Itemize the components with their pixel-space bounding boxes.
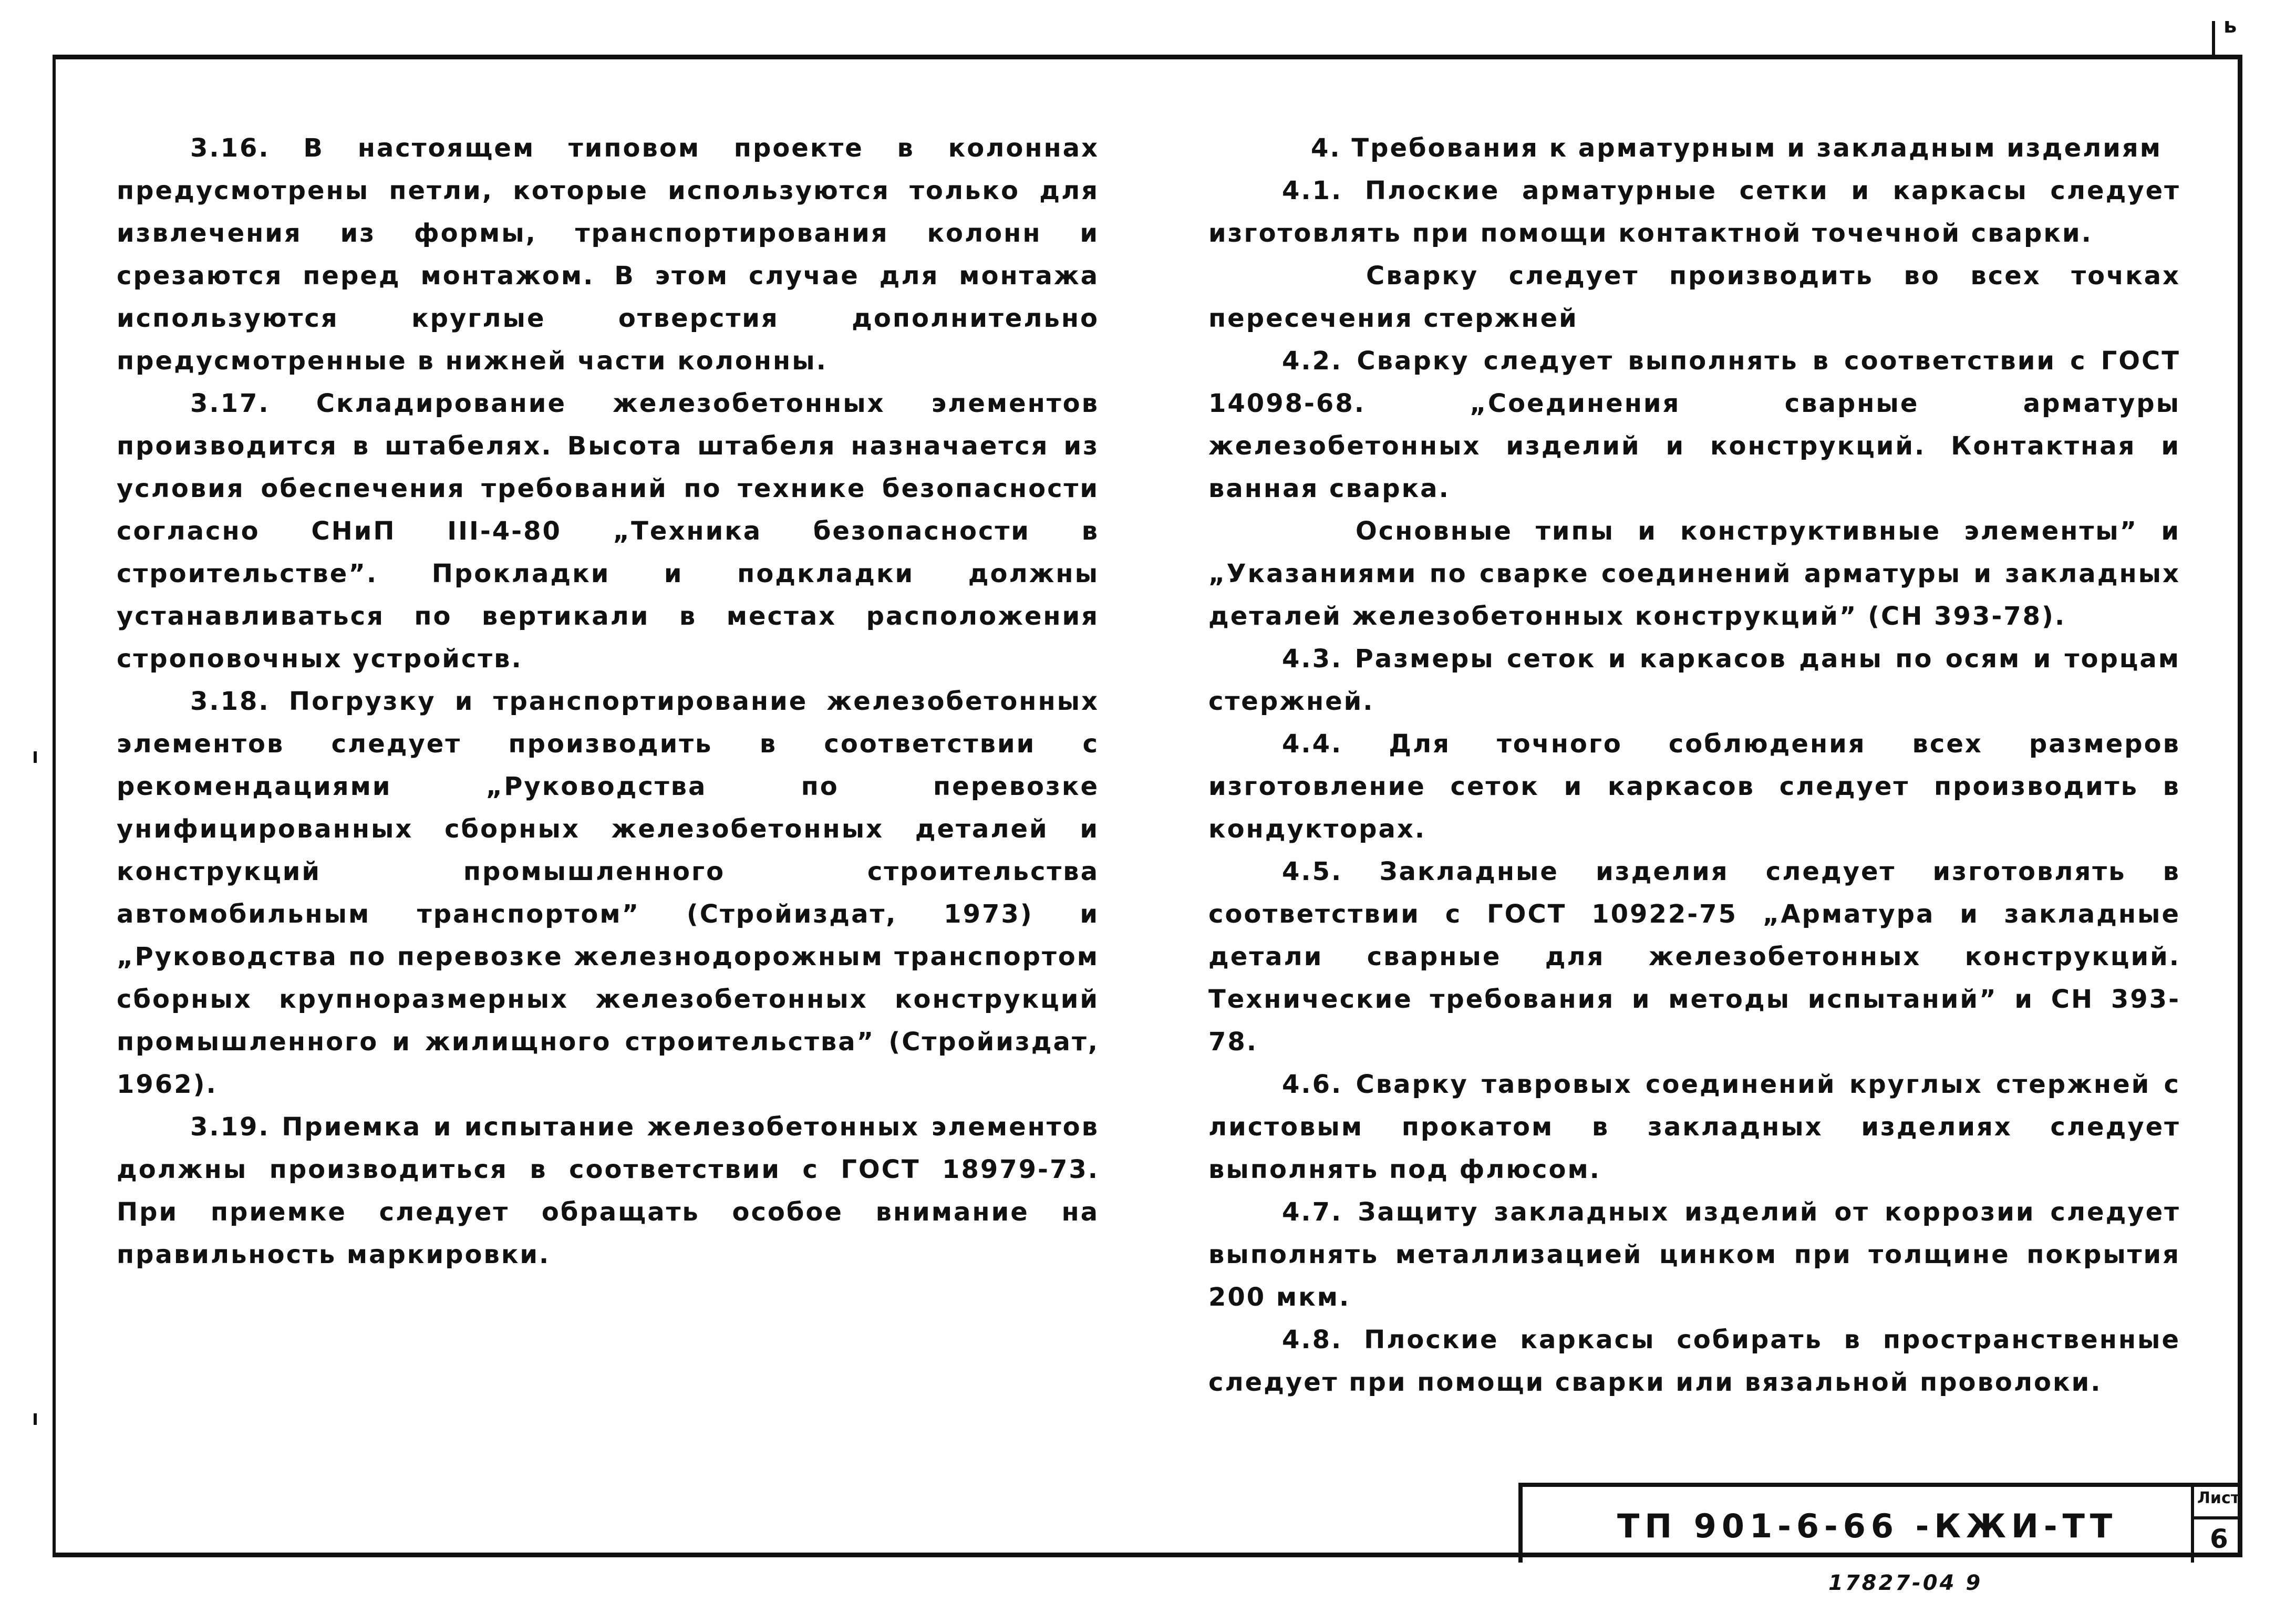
paragraph-4-3: 4.3. Размеры сеток и каркасов даны по осям и торцам стержней.	[1208, 644, 2180, 716]
paragraph-4-5: 4.5. Закладные изделия следует изготовлять в соответствии с ГОСТ 10922-75 „Арматура и закладные детали сварные для железобетонных конструкций. Технические требования и методы испытаний” и СН 393-78.	[1208, 857, 2180, 1057]
corner-mark: ь	[2223, 14, 2237, 38]
left-text-column	[117, 127, 1099, 1276]
sheet-number: 6	[2210, 1524, 2228, 1554]
sheet-number-cell	[2191, 1483, 2242, 1563]
title-block	[1518, 1483, 2191, 1563]
paragraph-4-6: 4.6. Сварку тавровых соединений круглых стержней с листовым прокатом в закладных изделиях следует выполнять под флюсом.	[1208, 1070, 2180, 1184]
paragraph-3-18: 3.18. Погрузку и транспортирование железобетонных элементов следует производить в соответствии с рекомендациями „Руководства по перевозке унифицированных сборных железобетонных деталей и конструкций промышленного строительства автомобильным транспортом” (Стройиздат, 1973) и „Руководства по перевозке железнодорожным транспортом сборных крупноразмерных железобетонных конструкций промышленного и жилищного строительства” (Стройиздат, 1962).	[117, 687, 1099, 1099]
paragraph-4-2: 4.2. Сварку следует выполнять в соответствии с ГОСТ 14098-68. „Соединения сварные арматуры железобетонных изделий и конструкций. Контактная и ванная сварка.	[1208, 346, 2180, 503]
drawing-code: ТП 901-6-66 -КЖИ-ТТ	[1617, 1507, 2118, 1545]
left-edge-tick	[34, 1413, 37, 1425]
paragraph-4-2-continued: Основные типы и конструктивные элементы” и „Указаниями по сварке соединений арматуры и закладных деталей железобетонных конструкций” (СН 393-78).	[1208, 516, 2180, 631]
paragraph-4-1: 4.1. Плоские арматурные сетки и каркасы следует изготовлять при помощи контактной точечной сварки.	[1208, 176, 2180, 248]
archive-number: 17827-04 9	[1828, 1571, 1983, 1595]
paragraph-3-17: 3.17. Складирование железобетонных элементов производится в штабелях. Высота штабеля назначается из условия обеспечения требований по технике безопасности согласно СНиП III-4-80 „Техника безопасности в строительстве”. Прокладки и подкладки должны устанавливаться по вертикали в местах расположения строповочных устройств.	[117, 389, 1099, 674]
sheet-cell-divider	[2194, 1516, 2242, 1519]
paragraph-3-16: 3.16. В настоящем типовом проекте в колоннах предусмотрены петли, которые используются только для извлечения из формы, транспортирования колонн и срезаются перед монтажом. В этом случае для монтажа используются круглые отверстия дополнительно предусмотренные в нижней части колонны.	[117, 133, 1099, 376]
left-edge-tick	[34, 751, 37, 763]
section-4-title: 4. Требования к арматурным и закладным изделиям	[1311, 133, 2162, 163]
paragraph-4-7: 4.7. Защиту закладных изделий от коррозии следует выполнять металлизацией цинком при толщине покрытия 200 мкм.	[1208, 1197, 2180, 1312]
paragraph-4-8: 4.8. Плоские каркасы собирать в пространственные следует при помощи сварки или вязальной проволоки.	[1208, 1325, 2180, 1397]
frame-corner-tick	[2212, 21, 2215, 55]
right-text-column	[1208, 127, 2180, 1404]
paragraph-4-1-note: Сварку следует производить во всех точках пересечения стержней	[1208, 261, 2180, 333]
paragraph-4-4: 4.4. Для точного соблюдения всех размеров изготовление сеток и каркасов следует производить в кондукторах.	[1208, 729, 2180, 844]
paragraph-3-19: 3.19. Приемка и испытание железобетонных элементов должны производиться в соответствии с ГОСТ 18979-73. При приемке следует обращать особое внимание на правильность маркировки.	[117, 1112, 1099, 1269]
sheet-label: Лист	[2197, 1489, 2240, 1507]
